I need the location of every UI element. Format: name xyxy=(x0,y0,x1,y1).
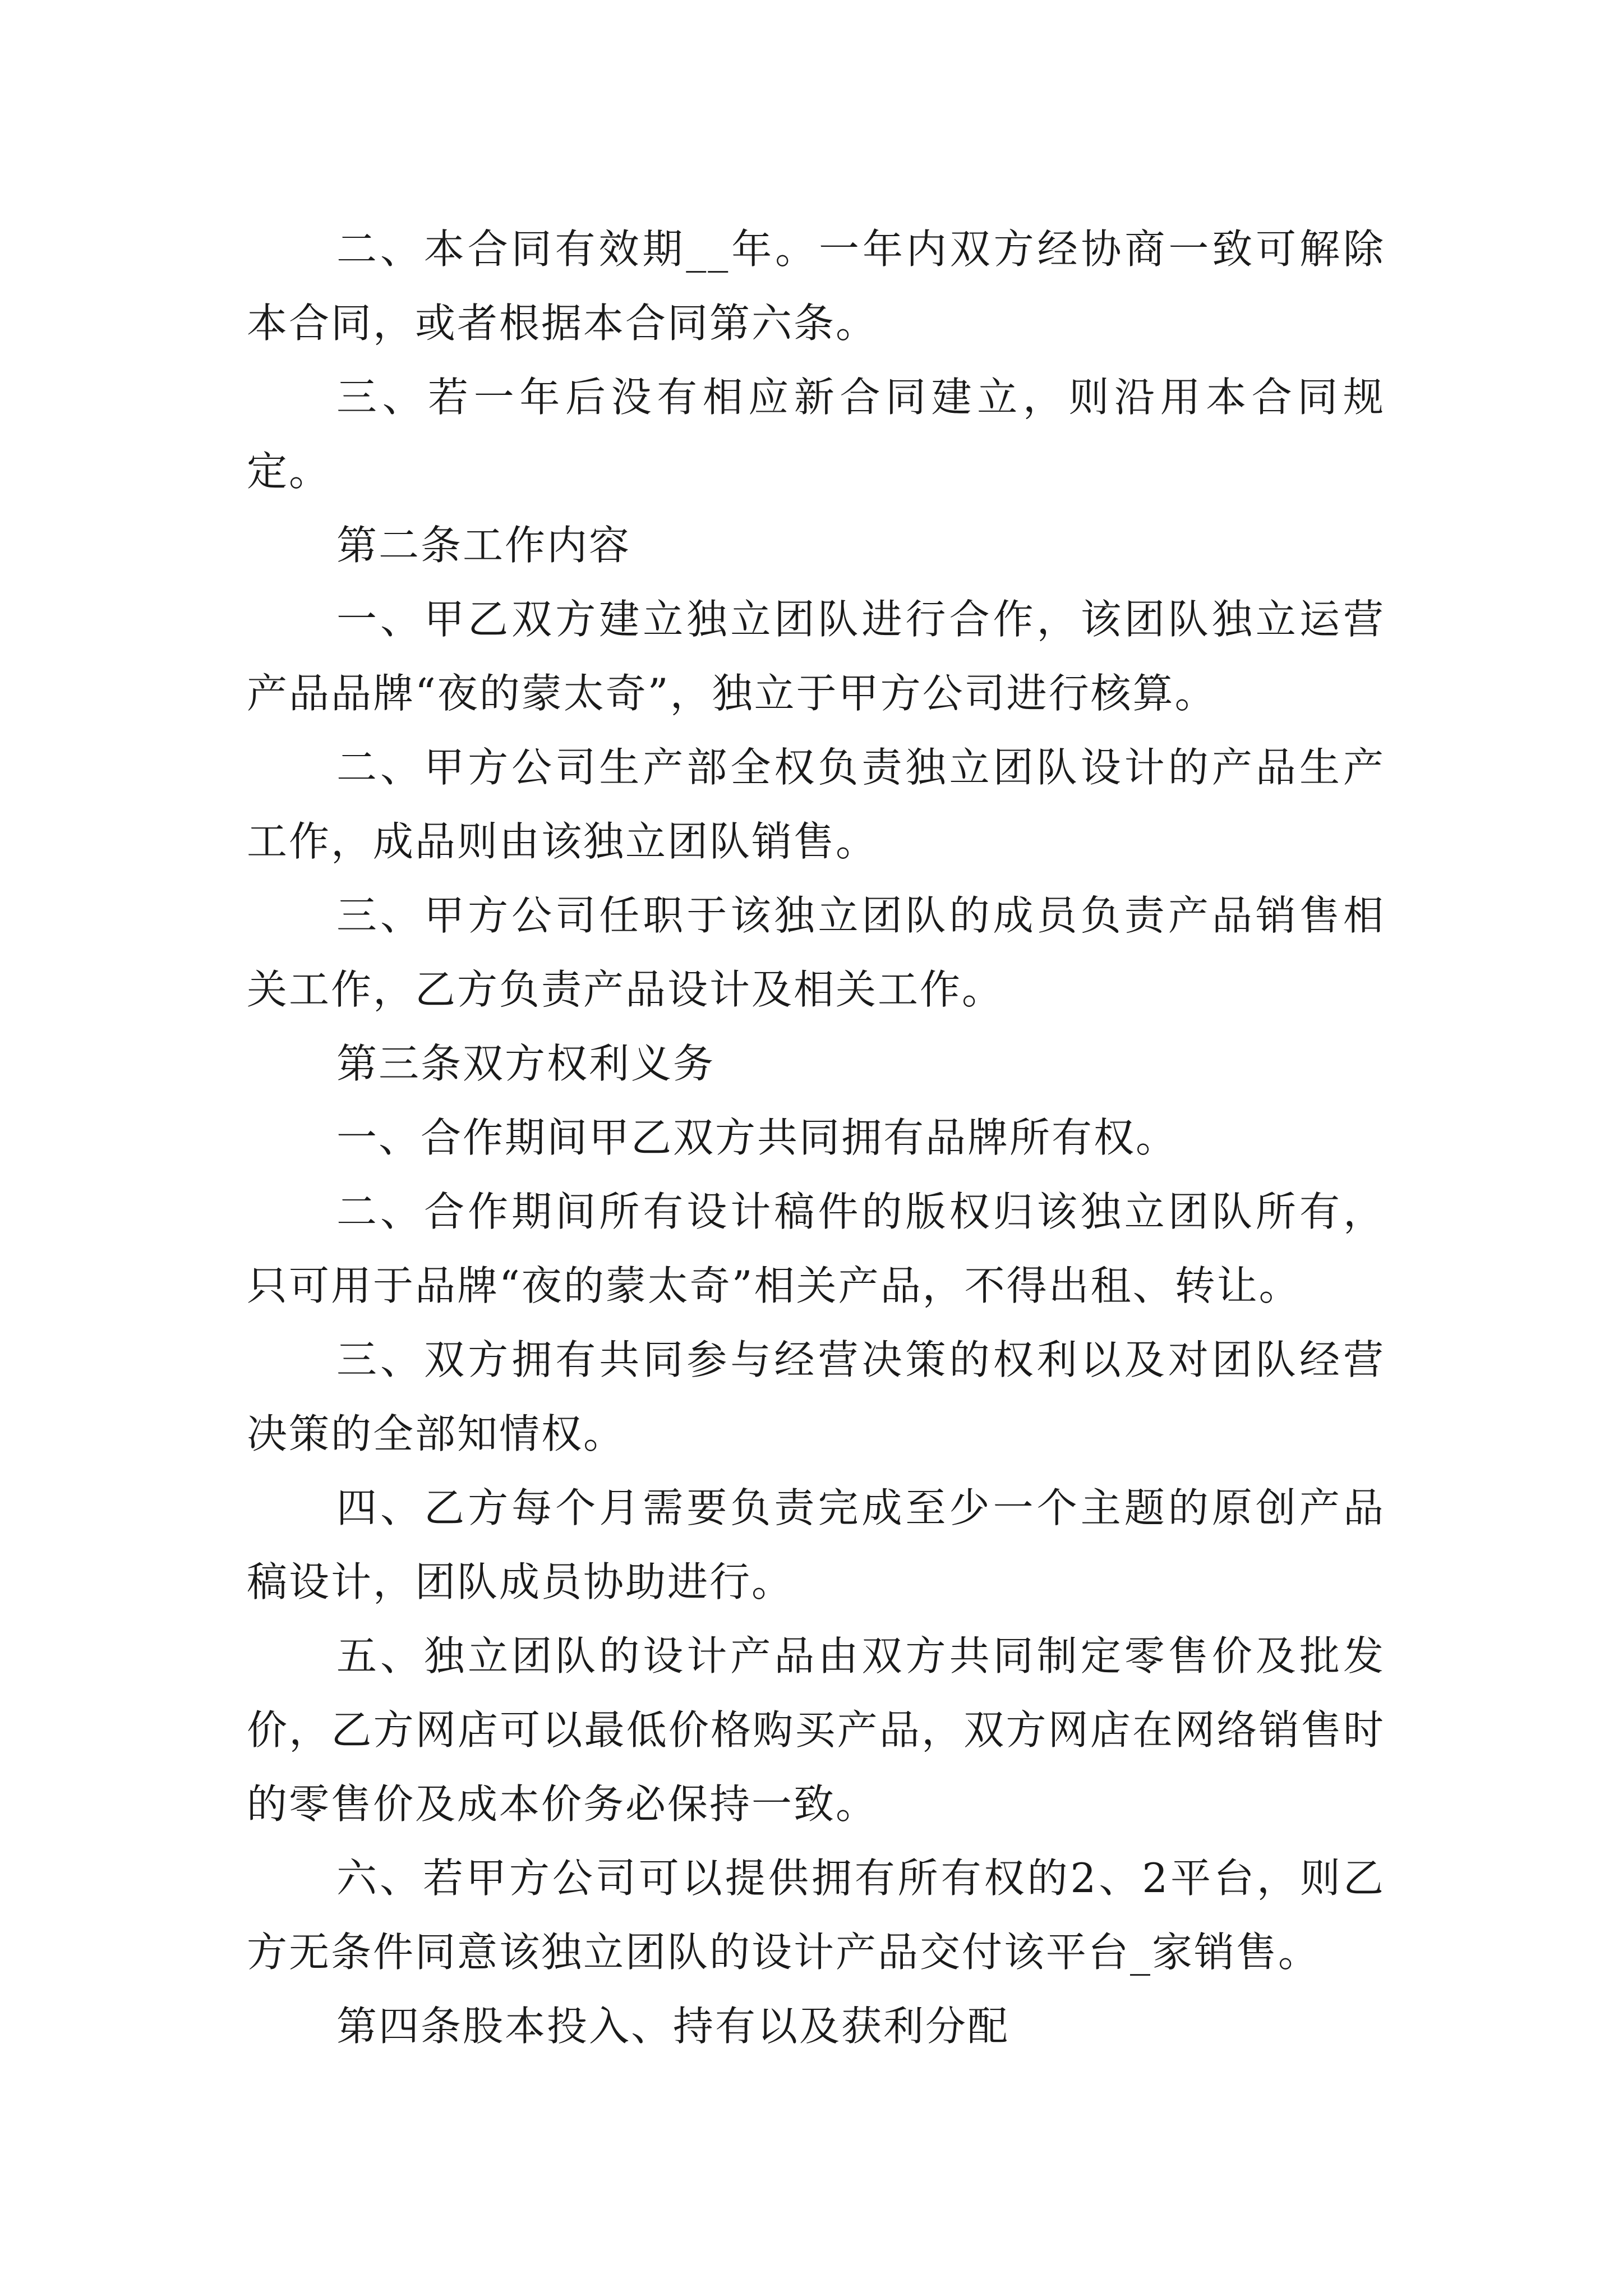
clause-paragraph: 二、本合同有效期__年。一年内双方经协商一致可解除本合同，或者根据本合同第六条。 xyxy=(247,226,1385,347)
clause-paragraph: 六、若甲方公司可以提供拥有所有权的2、2平台，则乙方无条件同意该独立团队的设计产品交付该平台_家销售。 xyxy=(247,1855,1385,1976)
section-heading: 第四条股本投入、持有以及获利分配 xyxy=(336,2003,1010,2050)
clause-paragraph: 五、独立团队的设计产品由双方共同制定零售价及批发价，乙方网店可以最低价格购买产品，双方网店在网络销售时的零售价及成本价务必保持一致。 xyxy=(247,1632,1385,1828)
clause-paragraph: 一、合作期间甲乙双方共同拥有品牌所有权。 xyxy=(336,1114,1178,1161)
section-heading: 第三条双方权利义务 xyxy=(336,1040,716,1087)
clause-paragraph: 一、甲乙双方建立独立团队进行合作，该团队独立运营产品品牌“夜的蒙太奇”，独立于甲方公司进行核算。 xyxy=(247,596,1385,717)
clause-paragraph: 三、甲方公司任职于该独立团队的成员负责产品销售相关工作，乙方负责产品设计及相关工作。 xyxy=(247,892,1385,1013)
clause-paragraph: 三、若一年后没有相应新合同建立，则沿用本合同规定。 xyxy=(247,374,1385,495)
clause-paragraph: 三、双方拥有共同参与经营决策的权利以及对团队经营决策的全部知情权。 xyxy=(247,1336,1385,1457)
section-heading: 第二条工作内容 xyxy=(336,522,631,569)
document-body xyxy=(247,212,1385,2063)
clause-paragraph: 四、乙方每个月需要负责完成至少一个主题的原创产品稿设计，团队成员协助进行。 xyxy=(247,1484,1385,1605)
clause-paragraph: 二、合作期间所有设计稿件的版权归该独立团队所有，只可用于品牌“夜的蒙太奇”相关产品，不得出租、转让。 xyxy=(247,1188,1385,1309)
clause-paragraph: 二、甲方公司生产部全权负责独立团队设计的产品生产工作，成品则由该独立团队销售。 xyxy=(247,744,1385,865)
